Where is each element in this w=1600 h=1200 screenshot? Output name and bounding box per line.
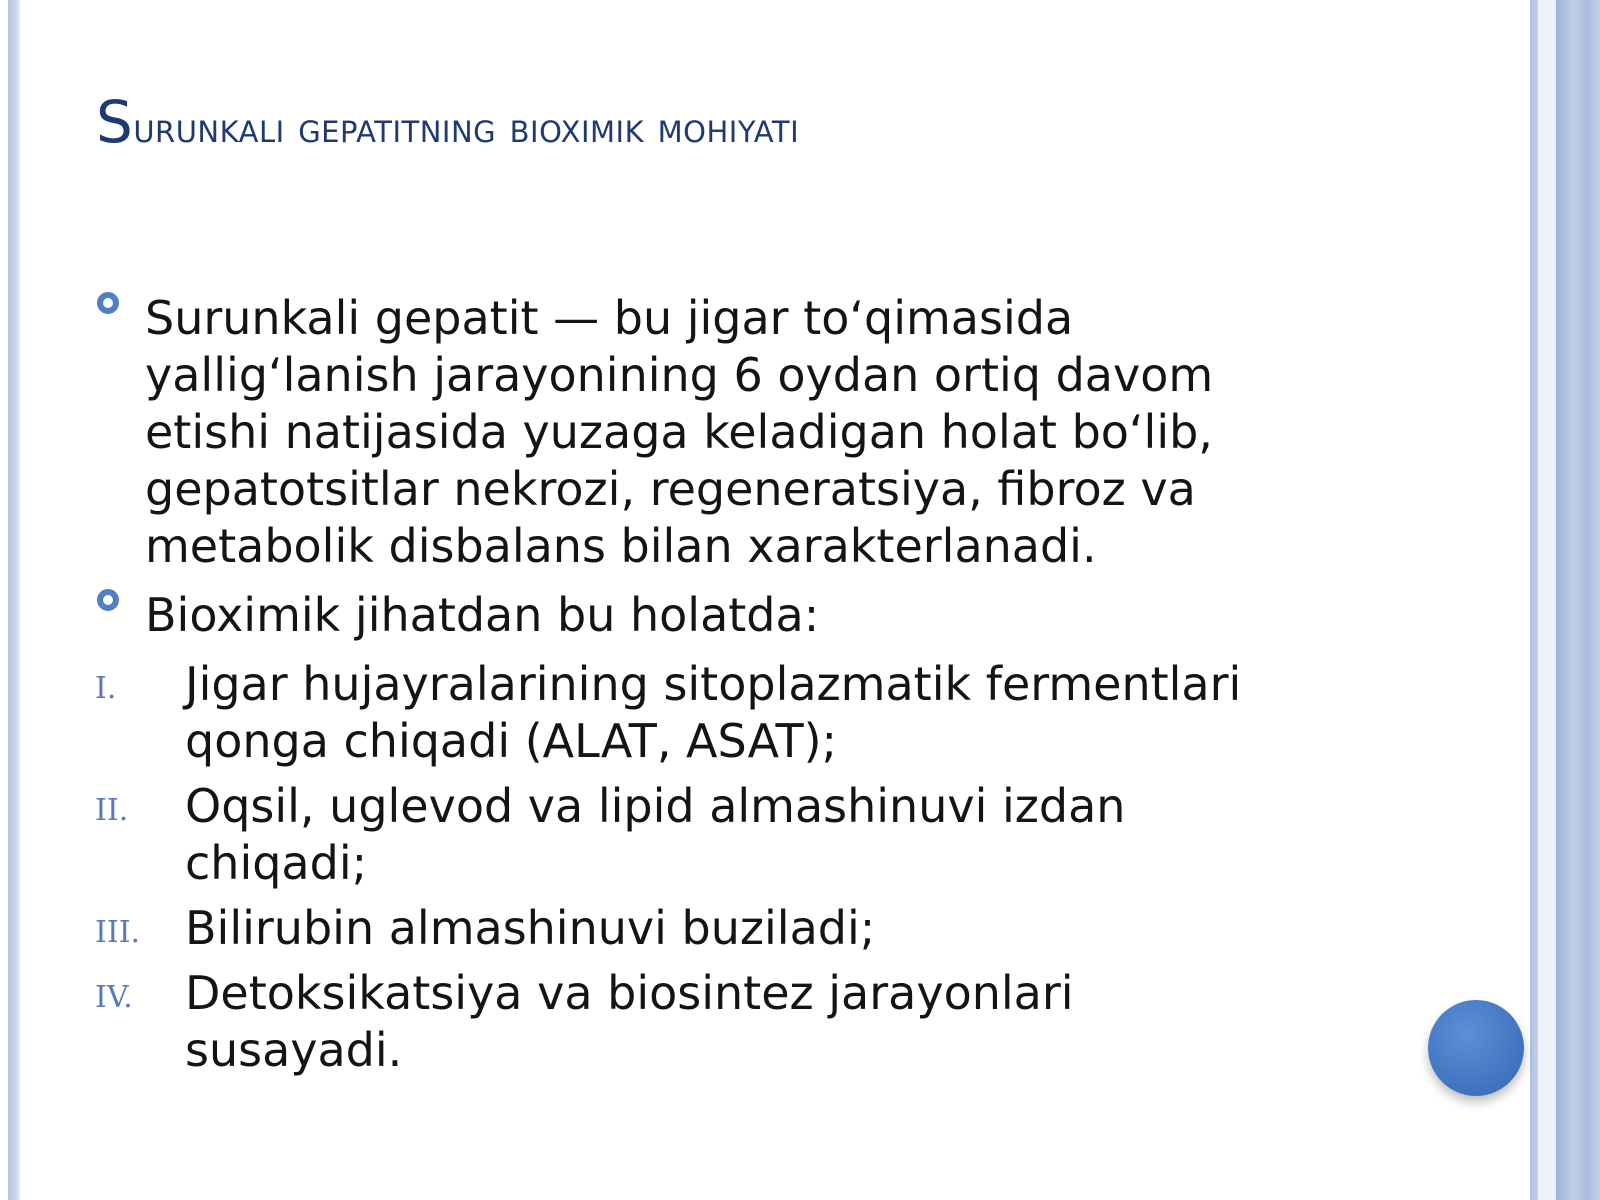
right-decorative-frame <box>1530 0 1600 1200</box>
slide-body <box>95 290 1425 1087</box>
bullet-line: Surunkali gepatit — bu jigar to‘qimasida <box>145 291 1074 345</box>
bullet-line: yallig‘lanish jarayonining 6 oydan ortiq davom <box>145 348 1214 402</box>
bullet-line: Bioximik jihatdan bu holatda: <box>145 588 820 642</box>
numbered-line: chiqadi; <box>185 836 368 890</box>
numbered-line: Oqsil, uglevod va lipid almashinuvi izdan <box>185 779 1126 833</box>
title-rest: urunkali gepatitning bioximik mohiyati <box>133 104 800 152</box>
numbered-line: Jigar hujayralarining sitoplazmatik fermentlari <box>185 657 1242 711</box>
roman-numeral: IV. <box>95 980 133 1015</box>
roman-numeral: I. <box>95 671 117 706</box>
numbered-item <box>95 656 1425 770</box>
bullet-line: gepatotsitlar nekrozi, regeneratsiya, fibroz va <box>145 462 1196 516</box>
left-decorative-bar <box>8 0 20 1200</box>
hollow-circle-bullet-icon <box>97 589 119 611</box>
bullet-line: metabolik disbalans bilan xarakterlanadi. <box>145 519 1097 573</box>
bullet-item <box>95 290 1425 575</box>
slide-title <box>96 88 1446 158</box>
numbered-line: qonga chiqadi (ALAT, ASAT); <box>185 714 838 768</box>
right-frame-stripe <box>1556 0 1600 1200</box>
bullet-line: etishi natijasida yuzaga keladigan holat bo‘lib, <box>145 405 1213 459</box>
bullet-item <box>95 587 1425 644</box>
right-frame-stripe <box>1538 0 1556 1200</box>
numbered-item <box>95 900 1425 957</box>
numbered-line: susayadi. <box>185 1023 403 1077</box>
numbered-line: Detoksikatsiya va biosintez jarayonlari <box>185 966 1074 1020</box>
roman-numeral: III. <box>95 915 141 950</box>
numbered-item <box>95 778 1425 892</box>
circle-nav-button-icon[interactable] <box>1428 1000 1524 1096</box>
title-initial: S <box>96 88 134 156</box>
numbered-line: Bilirubin almashinuvi buziladi; <box>185 901 876 955</box>
right-frame-stripe <box>1530 0 1538 1200</box>
hollow-circle-bullet-icon <box>97 292 119 314</box>
numbered-item <box>95 965 1425 1079</box>
roman-numeral: II. <box>95 793 129 828</box>
